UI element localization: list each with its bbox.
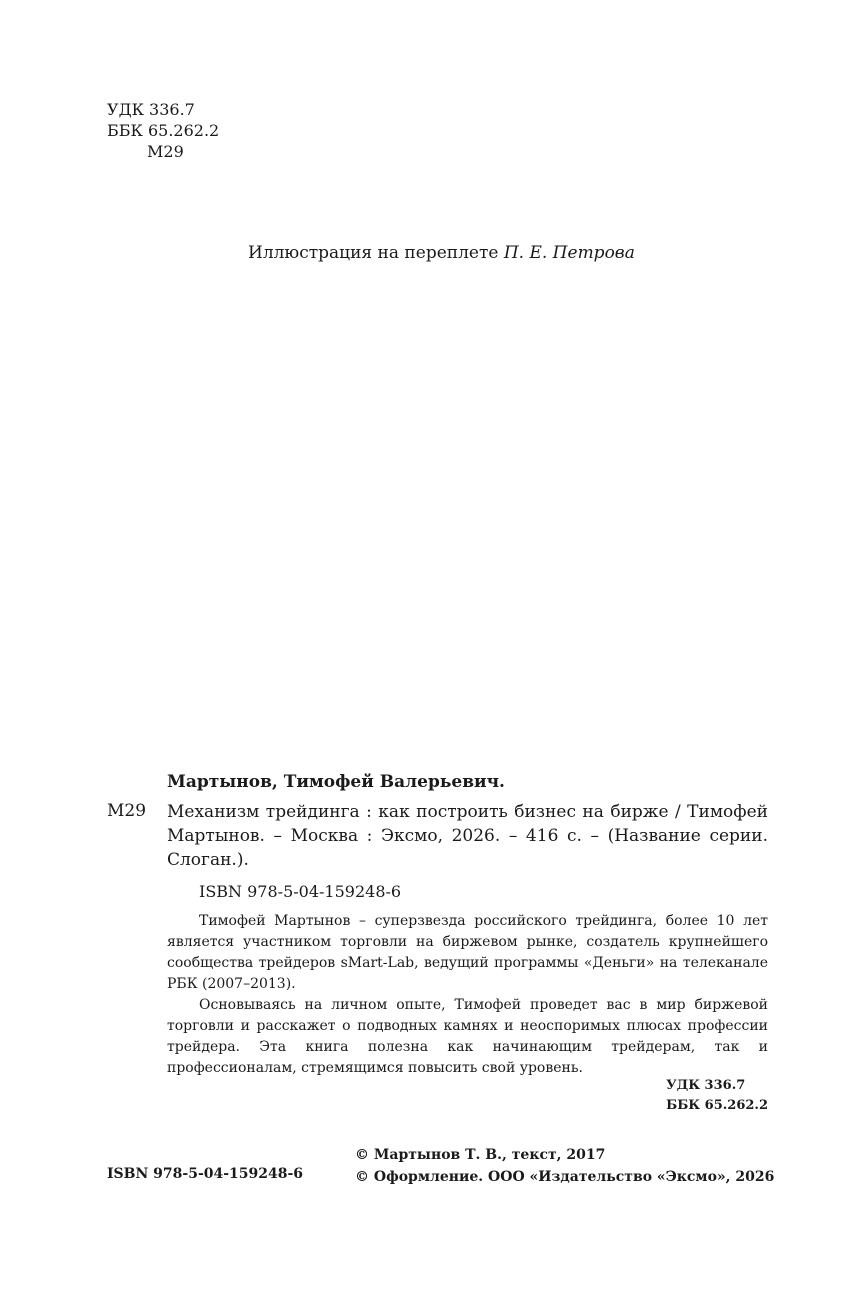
- copyright-text: © Мартынов Т. В., текст, 2017: [355, 1147, 606, 1163]
- description-text: Механизм трейдинга : как построить бизнес на бирже / Тимофей Мартынов. – Москва : Эксмо, 2026. – 416 с. – (Название серии. Слоган.).: [167, 802, 768, 870]
- copyright-design: © Оформление. ООО «Издательство «Эксмо», 2026: [355, 1169, 775, 1185]
- footer-udk-code: УДК 336.7: [666, 1078, 746, 1093]
- illustration-credit: [248, 243, 635, 263]
- annotation-paragraph: Основываясь на личном опыте, Тимофей проведет вас в мир биржевой торговли и расскажет о подводных камнях и неоспоримых плюсах профессии трейдера. Эта книга полезна как начинающим трейдерам, так и профессионалам, стремящимся повысить свой уровень.: [167, 997, 768, 1076]
- annotation: [167, 911, 768, 1079]
- footer-bbk-code: ББК 65.262.2: [666, 1098, 768, 1113]
- record-author: Мартынов, Тимофей Валерьевич.: [167, 772, 505, 792]
- record-author-sign: М29: [107, 801, 147, 821]
- bbk-code: ББК 65.262.2: [107, 121, 220, 140]
- illustrator-name: П. Е. Петрова: [503, 243, 635, 263]
- record-isbn: ISBN 978-5-04-159248-6: [199, 882, 402, 901]
- bibliographic-description: [167, 800, 768, 872]
- footer-classification-codes: [666, 1076, 768, 1116]
- illustration-label: Иллюстрация на переплете: [248, 243, 504, 263]
- udk-code: УДК 336.7: [107, 100, 195, 119]
- annotation-paragraph: Тимофей Мартынов – суперзвезда российского трейдинга, более 10 лет является участником торговли на биржевом рынке, создатель крупнейшего сообщества трейдеров sMart-Lab, ведущий программы «Деньги» на телеканале РБК (2007–2013).: [167, 913, 768, 992]
- author-sign: М29: [147, 142, 184, 161]
- classification-codes: [107, 99, 219, 162]
- copyright-block: [355, 1144, 774, 1188]
- footer-isbn: ISBN 978-5-04-159248-6: [107, 1166, 304, 1182]
